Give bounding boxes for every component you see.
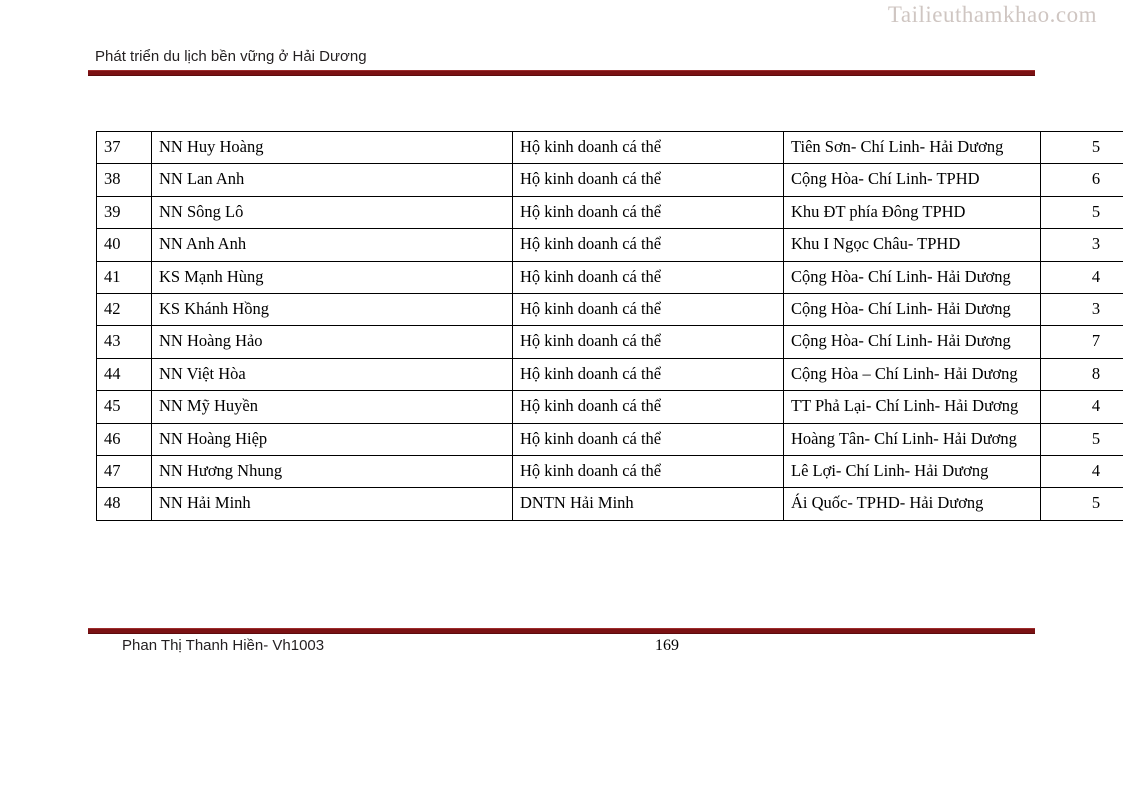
table-row xyxy=(97,423,1123,455)
footer-divider-rule xyxy=(88,628,1035,634)
cell-establishment-name: NN Mỹ Huyền xyxy=(152,391,513,423)
footer-author: Phan Thị Thanh Hiền- Vh1003 xyxy=(122,637,325,654)
cell-business-type: Hộ kinh doanh cá thể xyxy=(513,261,784,293)
cell-establishment-name: NN Hoàng Hảo xyxy=(152,326,513,358)
cell-establishment-name: NN Huy Hoàng xyxy=(152,132,513,164)
cell-room-count: 7 xyxy=(1041,326,1123,358)
cell-index: 48 xyxy=(97,488,152,520)
cell-establishment-name: NN Hoàng Hiệp xyxy=(152,423,513,455)
cell-room-count: 5 xyxy=(1041,488,1123,520)
cell-business-type: Hộ kinh doanh cá thể xyxy=(513,456,784,488)
table-row xyxy=(97,294,1123,326)
table-row xyxy=(97,358,1123,390)
table-body xyxy=(97,132,1123,521)
cell-room-count: 5 xyxy=(1041,423,1123,455)
cell-business-type: Hộ kinh doanh cá thể xyxy=(513,132,784,164)
cell-index: 47 xyxy=(97,456,152,488)
cell-business-type: Hộ kinh doanh cá thể xyxy=(513,196,784,228)
cell-address: Ái Quốc- TPHD- Hải Dương xyxy=(784,488,1041,520)
hotel-listing-table xyxy=(96,131,1123,521)
cell-address: Cộng Hòa- Chí Linh- TPHD xyxy=(784,164,1041,196)
cell-business-type: Hộ kinh doanh cá thể xyxy=(513,164,784,196)
cell-room-count: 3 xyxy=(1041,229,1123,261)
cell-room-count: 3 xyxy=(1041,294,1123,326)
cell-index: 40 xyxy=(97,229,152,261)
table-row xyxy=(97,261,1123,293)
cell-establishment-name: NN Anh Anh xyxy=(152,229,513,261)
cell-establishment-name: NN Hương Nhung xyxy=(152,456,513,488)
cell-index: 41 xyxy=(97,261,152,293)
table-row xyxy=(97,488,1123,520)
cell-establishment-name: NN Sông Lô xyxy=(152,196,513,228)
cell-index: 37 xyxy=(97,132,152,164)
cell-index: 42 xyxy=(97,294,152,326)
cell-address: Cộng Hòa – Chí Linh- Hải Dương xyxy=(784,358,1041,390)
cell-business-type: Hộ kinh doanh cá thể xyxy=(513,391,784,423)
cell-address: Cộng Hòa- Chí Linh- Hải Dương xyxy=(784,326,1041,358)
cell-address: Cộng Hòa- Chí Linh- Hải Dương xyxy=(784,261,1041,293)
table-row xyxy=(97,196,1123,228)
cell-establishment-name: KS Mạnh Hùng xyxy=(152,261,513,293)
running-header-title: Phát triển du lịch bền vững ở Hải Dương xyxy=(95,48,367,65)
cell-address: Lê Lợi- Chí Linh- Hải Dương xyxy=(784,456,1041,488)
table-row xyxy=(97,132,1123,164)
cell-room-count: 4 xyxy=(1041,261,1123,293)
table-row xyxy=(97,229,1123,261)
cell-address: Tiên Sơn- Chí Linh- Hải Dương xyxy=(784,132,1041,164)
cell-room-count: 8 xyxy=(1041,358,1123,390)
cell-room-count: 5 xyxy=(1041,196,1123,228)
cell-index: 44 xyxy=(97,358,152,390)
footer-page-number: 169 xyxy=(655,637,679,654)
cell-index: 39 xyxy=(97,196,152,228)
cell-index: 38 xyxy=(97,164,152,196)
cell-establishment-name: KS Khánh Hồng xyxy=(152,294,513,326)
cell-address: Hoàng Tân- Chí Linh- Hải Dương xyxy=(784,423,1041,455)
table-row xyxy=(97,456,1123,488)
cell-address: Khu I Ngọc Châu- TPHD xyxy=(784,229,1041,261)
cell-room-count: 6 xyxy=(1041,164,1123,196)
cell-address: Khu ĐT phía Đông TPHD xyxy=(784,196,1041,228)
cell-business-type: Hộ kinh doanh cá thể xyxy=(513,423,784,455)
cell-index: 43 xyxy=(97,326,152,358)
watermark-text: Tailieuthamkhao.com xyxy=(887,2,1097,27)
cell-index: 45 xyxy=(97,391,152,423)
cell-business-type: DNTN Hải Minh xyxy=(513,488,784,520)
cell-room-count: 5 xyxy=(1041,132,1123,164)
header-divider-rule xyxy=(88,70,1035,76)
cell-establishment-name: NN Việt Hòa xyxy=(152,358,513,390)
table-row xyxy=(97,326,1123,358)
cell-business-type: Hộ kinh doanh cá thể xyxy=(513,358,784,390)
cell-index: 46 xyxy=(97,423,152,455)
cell-address: Cộng Hòa- Chí Linh- Hải Dương xyxy=(784,294,1041,326)
table-row xyxy=(97,164,1123,196)
cell-room-count: 4 xyxy=(1041,456,1123,488)
table-row xyxy=(97,391,1123,423)
cell-establishment-name: NN Hải Minh xyxy=(152,488,513,520)
cell-business-type: Hộ kinh doanh cá thể xyxy=(513,229,784,261)
cell-establishment-name: NN Lan Anh xyxy=(152,164,513,196)
cell-address: TT Phả Lại- Chí Linh- Hải Dương xyxy=(784,391,1041,423)
cell-business-type: Hộ kinh doanh cá thể xyxy=(513,294,784,326)
cell-business-type: Hộ kinh doanh cá thể xyxy=(513,326,784,358)
cell-room-count: 4 xyxy=(1041,391,1123,423)
